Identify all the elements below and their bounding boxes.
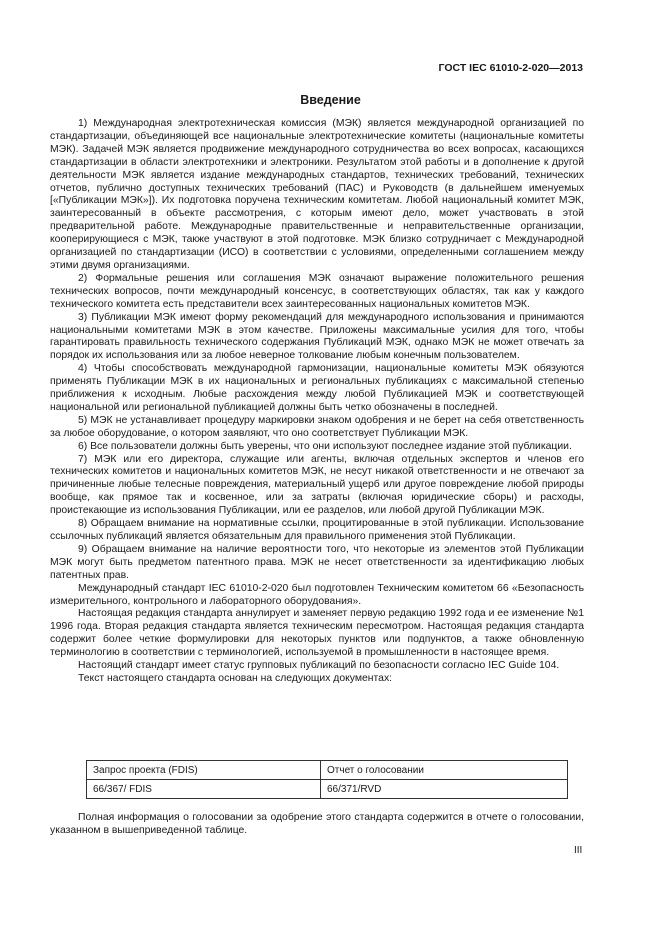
paragraph: 9) Обращаем внимание на наличие вероятности того, что некоторые из элементов этой Публикации МЭК могут быть предметом патентного права. МЭК не несет ответственности за идентификацию любых патентных прав. — [50, 543, 584, 581]
paragraph: 1) Международная электротехническая комиссия (МЭК) является международной организацией по стандартизации, объединяющей все национальные электротехнические комитеты (национальные комитеты МЭК). Задачей МЭК является продвижение международного сотрудничества во всех вопросах, касающихся стандартизации в области электротехники и электроники. Результатом этой работы и в дополнение к другой деятельности МЭК является издание международных стандартов, технических требований, технических отчетов, публично доступных технических требований (ПАС) и Руководств (в дальнейшем именуемых [«Публикации МЭК»]). Их подготовка поручена техническим комитетам. Любой национальный комитет МЭК, заинтересованный в объекте рассмотрения, с которым имеют дело, может участвовать в этой предварительной работе. Международные правительственные и неправительственные организации, кооперирующиеся с МЭК, также участвуют в этой подготовке. МЭК близко сотрудничает с Международной организацией по стандартизации (ИСО) в соответствии с условиями, определенными соглашением между этими двумя организациями. — [50, 118, 584, 271]
closing-text — [50, 812, 584, 838]
paragraph: Текст настоящего стандарта основан на следующих документах: — [78, 672, 393, 684]
table-header-cell: Отчет о голосовании — [321, 761, 568, 780]
paragraph: 8) Обращаем внимание на нормативные ссылки, процитированные в этой публикации. Использование ссылочных публикаций является обязательным для правильного применения этой Публикации. — [50, 518, 584, 542]
paragraph: 6) Все пользователи должны быть уверены, что они используют последнее издание этой публикации. — [78, 440, 572, 452]
paragraph: Настоящая редакция стандарта аннулирует и заменяет первую редакцию 1992 года и ее изменение №1 1996 года. Вторая редакция стандарта является техническим пересмотром. Настоящая редакция стандарта содержит более четкие формулировки для некоторых пунктов или подпунктов, а также обновленную терминологию в соответствии с терминологией, используемой в промышленности в настоящее время. — [50, 608, 584, 659]
table-cell: 66/367/ FDIS — [87, 780, 321, 799]
table-row — [87, 761, 568, 780]
page-title: Введение — [300, 93, 361, 107]
paragraph: Настоящий стандарт имеет статус групповых публикаций по безопасности согласно IEC Guide 104. — [78, 660, 560, 672]
paragraph: 3) Публикации МЭК имеют форму рекомендаций для международного использования и принимаются национальными комитетами МЭК в этом качестве. Приложены максимальные усилия для того, чтобы гарантировать правильность технического содержания Публикаций МЭК, однако МЭК не может отвечать за порядок их использования или за любое неверное толкование любым конечным пользователем. — [50, 311, 584, 362]
paragraph: Международный стандарт IEC 61010-2-020 был подготовлен Техническим комитетом 66 «Безопасность измерительного, контрольного и лабораторного оборудования». — [50, 582, 584, 607]
paragraph: Полная информация о голосовании за одобрение этого стандарта содержится в отчете о голосовании, указанном в вышеприведенной таблице. — [50, 812, 584, 836]
paragraph: 7) МЭК или его директора, служащие или агенты, включая отдельных экспертов и членов его технических комитетов и национальных комитетов МЭК, не несут никакой ответственности и не отвечают за причиненные любые телесные повреждения, материальный ущерб или другое повреждение любой природы вообще, как прямое так и косвенное, или за затраты (включая юридические сборы) и расходы, проистекающие из использования Публикации, или ее разделов, или любой другой Публикации МЭК. — [50, 453, 584, 517]
page-number: III — [574, 845, 583, 856]
documents-table — [86, 760, 568, 799]
paragraph: 2) Формальные решения или соглашения МЭК означают выражение положительного решения технических вопросов, почти международный консенсус, в соответствующих областях, так как у каждого технического комитета есть представители всех заинтересованных национальных комитетов МЭК. — [50, 272, 584, 310]
document-body — [50, 118, 584, 686]
table-header-cell: Запрос проекта (FDIS) — [87, 761, 321, 780]
paragraph: 4) Чтобы способствовать международной гармонизации, национальные комитеты МЭК обязуются применять Публикации МЭК в их национальных и региональных публикациях с максимальной степенью приближения к исходным. Любые расхождения между любой Публикацией МЭК и соответствующей национальной или региональной публикацией должны быть четко обозначены в последней. — [50, 363, 584, 413]
document-code: ГОСТ IEC 61010-2-020—2013 — [438, 62, 583, 74]
table-row — [87, 780, 568, 799]
paragraph: 5) МЭК не устанавливает процедуру маркировки знаком одобрения и не берет на себя ответственность за любое оборудование, о котором заявляют, что оно соответствует Публикации МЭК. — [50, 414, 584, 439]
table-cell: 66/371/RVD — [321, 780, 568, 799]
